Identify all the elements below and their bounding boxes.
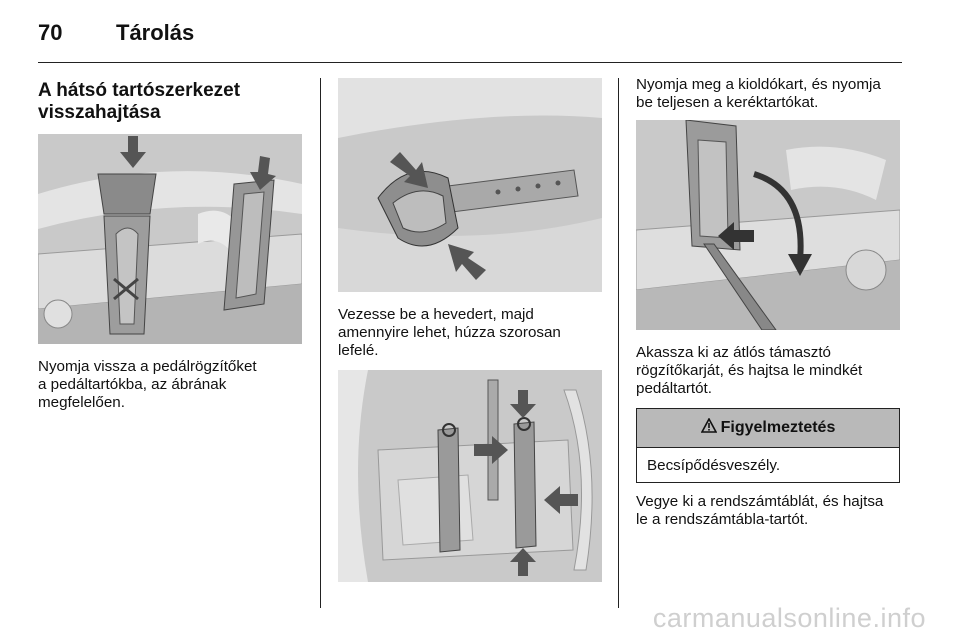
text-line: Vezesse be a hevedert, majd	[338, 306, 534, 323]
text-line: Nyomja vissza a pedálrögzítőket	[38, 358, 257, 375]
figure-pedal-holders	[38, 134, 302, 344]
header-rule	[38, 62, 902, 63]
text-line: lefelé.	[338, 342, 379, 359]
warning-body: Becsípődésveszély.	[647, 456, 781, 474]
text-line: rögzítőkarját, és hajtsa le mindkét	[636, 362, 863, 379]
warning-header	[637, 409, 899, 448]
text-line: Nyomja meg a kioldókart, és nyomja	[636, 76, 881, 93]
warning-title: Figyelmeztetés	[720, 419, 836, 436]
instruction-text	[636, 76, 902, 112]
text-line: Vegye ki a rendszámtáblát, és hajtsa	[636, 493, 884, 510]
text-line: be teljesen a keréktartókat.	[636, 94, 819, 111]
column-divider	[320, 78, 321, 608]
instruction-text	[38, 358, 304, 412]
column-2	[338, 72, 604, 582]
subsection-title-line: visszahajtása	[38, 102, 161, 123]
text-line: le a rendszámtábla-tartót.	[636, 511, 809, 528]
instruction-text	[636, 344, 902, 398]
section-title: Tárolás	[116, 20, 195, 45]
page-number: 70	[38, 20, 63, 45]
text-line: Akassza ki az átlós támasztó	[636, 344, 831, 361]
subsection-title	[38, 80, 304, 124]
subsection-title-line: A hátsó tartószerkezet	[38, 80, 241, 101]
figure-release-lever	[636, 120, 900, 330]
column-1	[38, 72, 304, 412]
watermark: carmanualsonline.info	[652, 603, 926, 633]
instruction-text	[338, 306, 604, 360]
warning-triangle-icon	[701, 418, 717, 438]
text-line: amennyire lehet, húzza szorosan	[338, 324, 561, 341]
column-divider	[618, 78, 619, 608]
figure-strap	[338, 78, 602, 292]
text-line: megfelelően.	[38, 394, 125, 411]
text-line: a pedáltartókba, az ábrának	[38, 376, 227, 393]
column-3	[636, 72, 902, 529]
page-header	[38, 14, 900, 62]
figure-pedal-holders-top	[338, 370, 602, 582]
instruction-text	[636, 493, 902, 529]
text-line: pedáltartót.	[636, 380, 712, 397]
warning-box	[636, 408, 900, 483]
